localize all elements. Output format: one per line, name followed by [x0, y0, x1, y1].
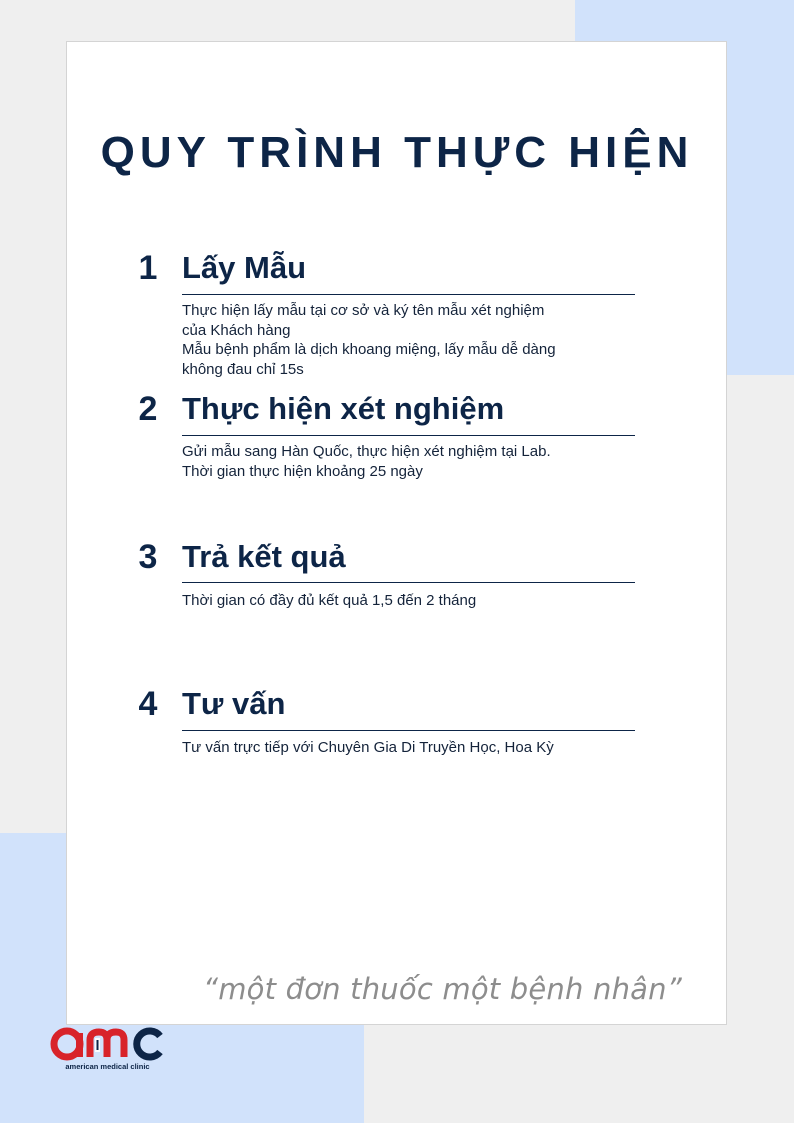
- step-description: [182, 442, 622, 481]
- amc-logo-mark: [50, 1027, 165, 1061]
- step-divider: [182, 435, 635, 436]
- step-number: 4: [138, 685, 158, 723]
- step-number: 2: [138, 390, 158, 428]
- step-description-line: Thời gian có đầy đủ kết quả 1,5 đến 2 tháng: [182, 592, 477, 609]
- step-description-line: của Khách hàng: [182, 321, 291, 339]
- step-number: 3: [138, 538, 158, 576]
- logo-caption: american medical clinic: [65, 1062, 150, 1071]
- step-description: [182, 591, 622, 611]
- step-description: [182, 738, 622, 758]
- step-description-line: Thực hiện lấy mẫu tại cơ sở và ký tên mẫu xét nghiệm: [182, 302, 545, 319]
- amc-logo: [50, 1027, 165, 1071]
- step-description: [182, 301, 622, 379]
- slogan-quote: “một đơn thuốc một bệnh nhân”: [203, 972, 682, 1006]
- step-description-line: Thời gian thực hiện khoảng 25 ngày: [182, 462, 423, 480]
- step-heading: Trả kết quả: [182, 539, 346, 574]
- page-card: [66, 41, 727, 1025]
- page-title: QUY TRÌNH THỰC HIỆN: [100, 128, 694, 177]
- step-divider: [182, 294, 635, 295]
- step-divider: [182, 730, 635, 731]
- step-description-line: Mẫu bệnh phẩm là dịch khoang miệng, lấy mẫu dễ dàng: [182, 341, 556, 358]
- step-divider: [182, 582, 635, 583]
- step-heading: Thực hiện xét nghiệm: [182, 391, 505, 426]
- step-description-line: Tư vấn trực tiếp với Chuyên Gia Di Truyền Học, Hoa Kỳ: [182, 739, 554, 756]
- step-description-line: không đau chỉ 15s: [182, 360, 304, 378]
- step-number: 1: [138, 249, 158, 287]
- step-heading: Lấy Mẫu: [182, 250, 307, 285]
- step-description-line: Gửi mẫu sang Hàn Quốc, thực hiện xét nghiệm tại Lab.: [182, 443, 551, 460]
- step-heading: Tư vấn: [182, 686, 286, 721]
